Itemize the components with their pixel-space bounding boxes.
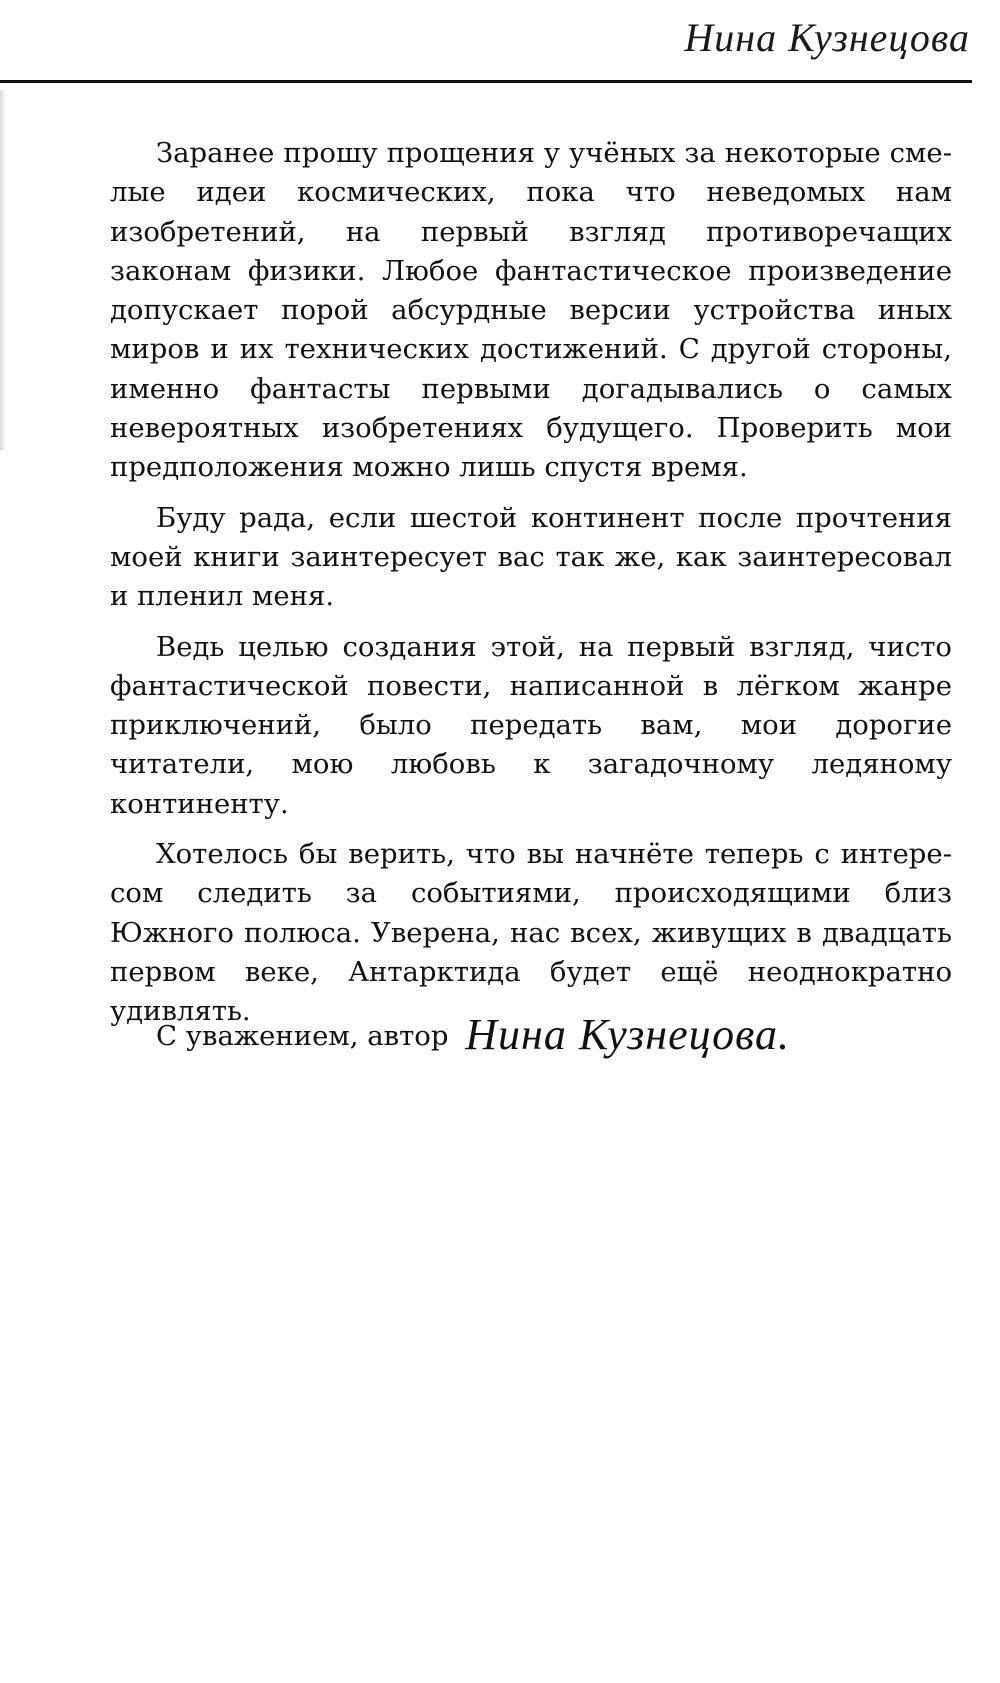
body-text: [110, 134, 952, 1043]
closing-line: [156, 1010, 790, 1059]
paragraph-sixth-continent: Буду рада, если шестой континент после прочтения моей книги заинтересует вас так же, как заинтересовал и пленил меня.: [110, 501, 952, 613]
scan-edge-shadow: [0, 90, 6, 450]
closing-text: С уважением, автор: [156, 1020, 449, 1052]
paragraph-south-pole: Хотелось бы верить, что вы начнёте теперь с интересом следить за событиями, происходящими близ Южного полюса. Уверена, нас всех, живущих в двадцать первом веке, Антарктида будет ещё неоднократно удивлять.: [110, 838, 952, 1028]
header-author-signature: Нина Кузнецова: [684, 15, 970, 60]
paragraph-purpose: Ведь целью создания этой, на первый взгляд, чисто фантастической повести, написанной в лёгком жанре приключений, было передать вам, мои дорогие читатели, мою любовь к загадочному ледяному континенту.: [110, 630, 952, 820]
closing-author-signature: Нина Кузнецова.: [465, 1010, 790, 1059]
paragraph-apology: Заранее прошу прощения у учёных за некоторые смелые идеи космических, пока что неведомых нам изобретений, на первый взгляд противоречащих законам физики. Любое фантастическое произведение допускает порой абсурдные версии устройства иных миров и их технических достижений. С другой стороны, именно фантасты первыми догадывались о самых невероятных изобретениях будущего. Проверить мои предположения можно лишь спустя время.: [110, 137, 952, 484]
header-divider: [0, 80, 972, 83]
